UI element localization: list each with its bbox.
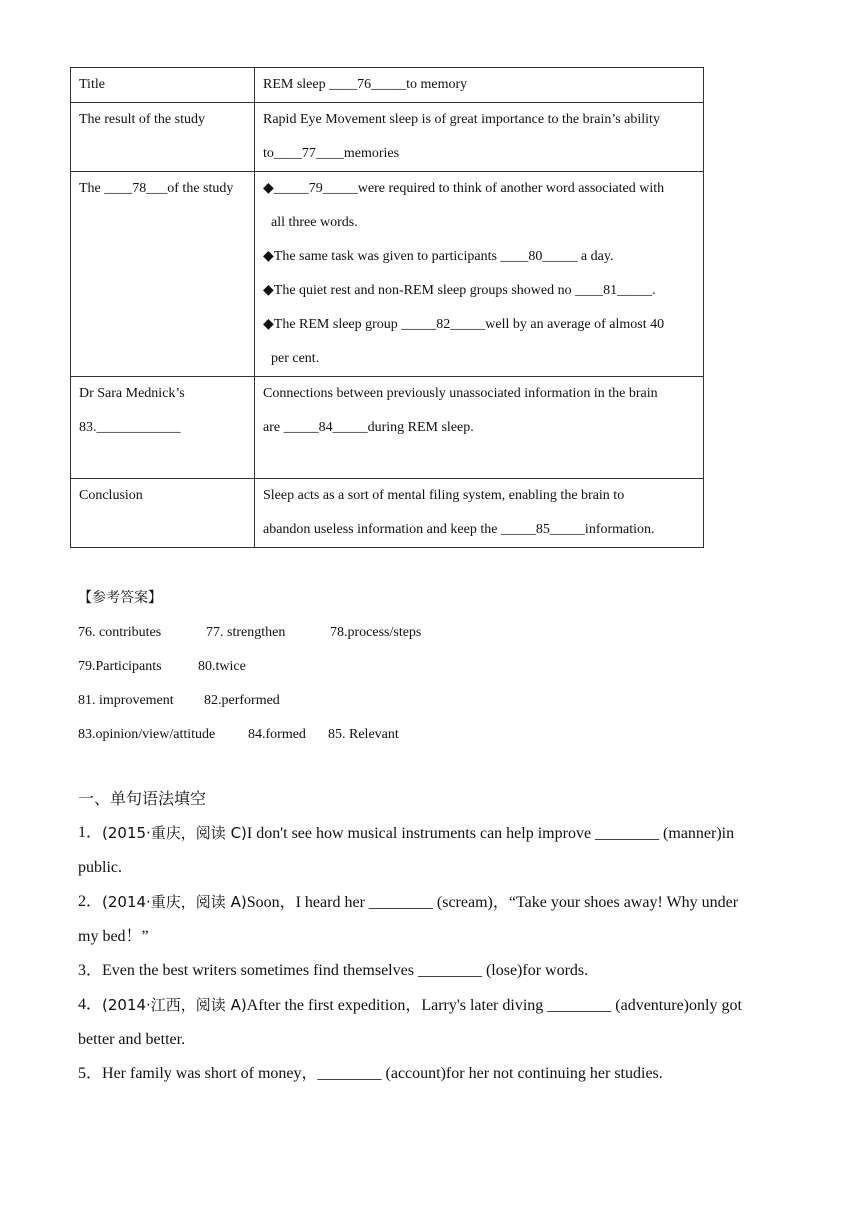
- question-line: Soon，I heard her ________ (scream)，“Take your shoes away! Why under: [246, 894, 739, 911]
- answer-item: 78.process/steps: [330, 625, 422, 640]
- question-line: After the first expedition，Larry's later diving ________ (adventure)only got: [246, 997, 742, 1014]
- question-continuation: better and better.: [78, 1031, 186, 1048]
- content-line: Connections between previously unassociated information in the brain: [263, 386, 658, 401]
- question-text: Her family was short of money，________ (account)for her not continuing her studies.: [102, 1065, 663, 1082]
- row-label: Conclusion: [71, 479, 255, 548]
- bullet-line: ◆The REM sleep group _____82_____well by an average of almost 40: [263, 317, 665, 332]
- row-content: [255, 377, 704, 479]
- question-item: [78, 1057, 782, 1091]
- question-item: [78, 954, 782, 988]
- question-list: [78, 816, 782, 1091]
- question-text: [102, 988, 782, 1023]
- answer-row: [78, 616, 778, 650]
- label-line: Dr Sara Mednick’s: [79, 386, 185, 401]
- bullet-continuation: all three words.: [271, 215, 358, 230]
- answer-item: 76. contributes: [78, 625, 162, 640]
- question-number: 3．: [78, 962, 103, 979]
- question-continuation: public.: [78, 859, 122, 876]
- question-source: (2014·重庆，阅读 A): [102, 893, 247, 911]
- table-row: [71, 103, 704, 172]
- question-line: I don't see how musical instruments can help improve ________ (manner)in: [246, 825, 735, 842]
- content-line: Sleep acts as a sort of mental filing system, enabling the brain to: [263, 488, 625, 503]
- answer-heading: 【参考答案】: [78, 591, 162, 606]
- row-content: [255, 479, 704, 548]
- question-number: 4．: [78, 996, 103, 1013]
- summary-table: [70, 67, 704, 548]
- row-label: The ____78___of the study: [71, 172, 255, 377]
- question-item: [78, 988, 782, 1023]
- content-line: are _____84_____during REM sleep.: [263, 420, 474, 435]
- question-number: 2．: [78, 893, 103, 910]
- table-row: [71, 172, 704, 377]
- row-content: [255, 103, 704, 172]
- question-item: [78, 816, 782, 851]
- table-row: [71, 377, 704, 479]
- answer-row: [78, 718, 778, 752]
- answer-key: [78, 582, 778, 752]
- question-number: 5．: [78, 1065, 103, 1082]
- content-line: Rapid Eye Movement sleep is of great importance to the brain’s ability: [263, 112, 660, 127]
- question-continuation: my bed！”: [78, 928, 149, 945]
- answer-row: [78, 684, 778, 718]
- answer-item: 79.Participants: [78, 659, 162, 674]
- content-line: abandon useless information and keep the _____85_____information.: [263, 522, 655, 537]
- answer-item: 85. Relevant: [328, 727, 399, 742]
- label-line: 83.____________: [79, 420, 181, 435]
- bullet-line: ◆The same task was given to participants ____80_____ a day.: [263, 249, 614, 264]
- question-text: [102, 816, 782, 851]
- question-text: Even the best writers sometimes find themselves ________ (lose)for words.: [102, 962, 589, 979]
- answer-item: 77. strengthen: [206, 625, 286, 640]
- content-line: to____77____memories: [263, 146, 400, 161]
- bullet-continuation: per cent.: [271, 351, 320, 366]
- answer-item: 80.twice: [198, 659, 246, 674]
- bullet-line: ◆_____79_____were required to think of another word associated with: [263, 181, 665, 196]
- answer-item: 82.performed: [204, 693, 280, 708]
- section-title: 一、单句语法填空: [78, 789, 207, 808]
- row-label: The result of the study: [71, 103, 255, 172]
- row-label: [71, 377, 255, 479]
- question-source: (2015·重庆，阅读 C): [102, 824, 247, 842]
- question-source: (2014·江西，阅读 A): [102, 996, 247, 1014]
- bullet-line: ◆The quiet rest and non-REM sleep groups showed no ____81_____.: [263, 283, 656, 298]
- answer-item: 83.opinion/view/attitude: [78, 727, 216, 742]
- row-content: REM sleep ____76_____to memory: [255, 68, 704, 103]
- answer-item: 84.formed: [248, 727, 306, 742]
- question-number: 1．: [78, 824, 103, 841]
- row-label: Title: [71, 68, 255, 103]
- row-content: [255, 172, 704, 377]
- question-item: [78, 885, 782, 920]
- answer-item: 81. improvement: [78, 693, 174, 708]
- table-row: [71, 68, 704, 103]
- answer-row: [78, 650, 778, 684]
- table-row: [71, 479, 704, 548]
- question-text: [102, 885, 782, 920]
